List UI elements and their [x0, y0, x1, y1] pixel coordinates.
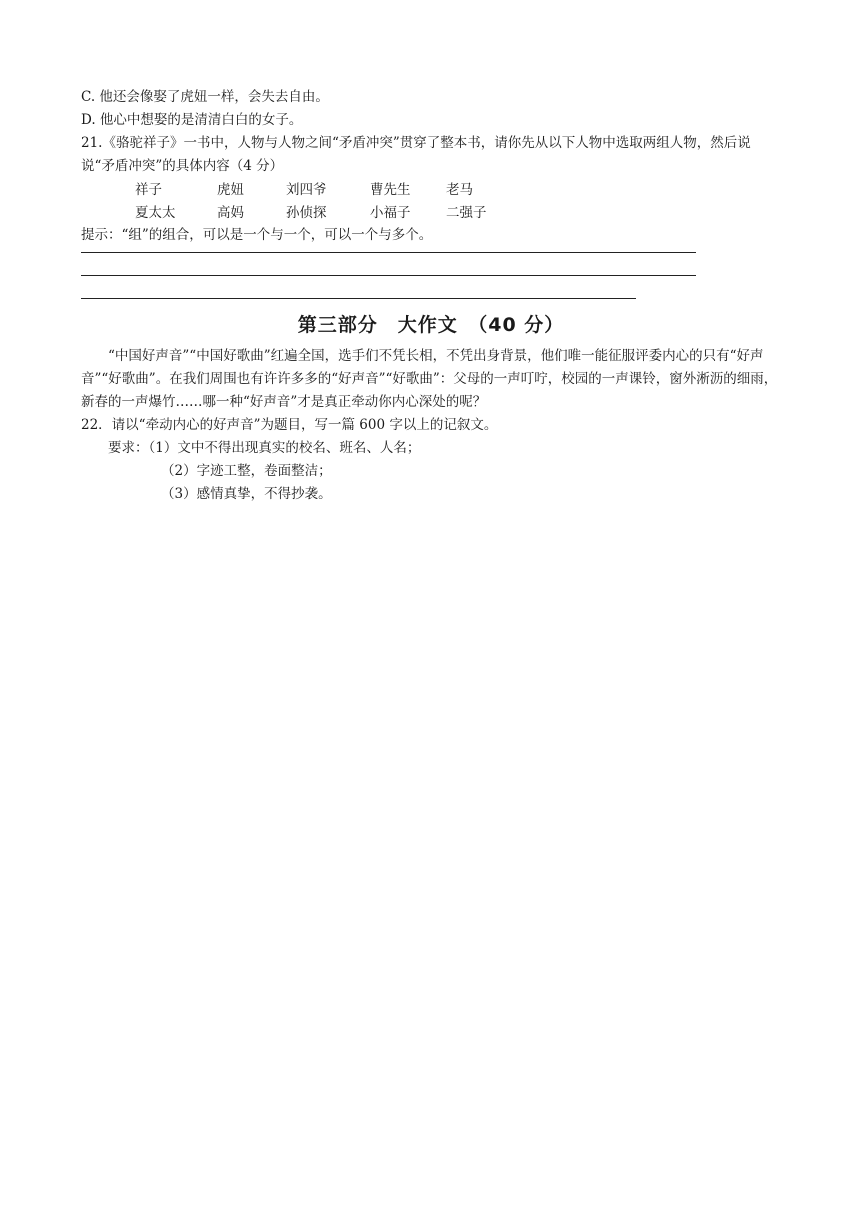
essay-intro: “中国好声音”“中国好歌曲”红遍全国，选手们不凭长相，不凭出身背景，他们唯一能征服评委内心的只有“好声音”“好歌曲”。在我们周围也有许许多多的“好声音”“好歌曲”：父母的一声叮咛，校园的一声课铃，窗外淅沥的细雨，新春的一声爆竹……哪一种“好声音”才是真正牵动你内心深处的呢？ — [81, 348, 778, 410]
character-name: 老马 — [446, 182, 473, 198]
answer-line[interactable] — [81, 276, 636, 299]
character-name: 孙侦探 — [286, 204, 327, 221]
answer-line[interactable] — [81, 253, 696, 276]
question-21: 21.《骆驼祥子》一书中，人物与人物之间“矛盾冲突”贯穿了整本书，请你先从以下人物中选取两组人物，然后说说“矛盾冲突”的具体内容（4 分） — [81, 135, 751, 174]
character-name: 刘四爷 — [286, 182, 327, 198]
character-name: 虎妞 — [217, 182, 244, 198]
character-name: 祥子 — [135, 182, 162, 198]
option-c: C. 他还会像娶了虎妞一样，会失去自由。 — [81, 89, 329, 105]
character-name: 曹先生 — [370, 182, 411, 198]
hint-text: 提示：“组”的组合，可以是一个与一个，可以一个与多个。 — [81, 227, 433, 243]
requirement-label: 要求： — [108, 440, 149, 456]
requirement-1 — [81, 437, 781, 460]
character-row-2 — [81, 202, 781, 225]
section-title: 第三部分 大作文 （40 分） — [297, 314, 565, 336]
character-name: 高妈 — [217, 204, 244, 221]
question-22: 22．请以“牵动内心的好声音”为题目，写一篇 600 字以上的记叙文。 — [81, 417, 498, 433]
option-d: D. 他心中想娶的是清清白白的女子。 — [81, 112, 303, 128]
character-name: 小福子 — [370, 204, 411, 221]
requirement-text: （1）文中不得出现真实的校名、班名、人名； — [148, 440, 421, 456]
requirement-3: （3）感情真挚，不得抄袭。 — [161, 486, 332, 502]
page-content — [81, 86, 781, 506]
character-name: 二强子 — [446, 204, 487, 221]
character-row-1 — [81, 179, 781, 202]
requirement-2: （2）字迹工整，卷面整洁； — [161, 463, 332, 479]
character-name: 夏太太 — [135, 204, 176, 221]
